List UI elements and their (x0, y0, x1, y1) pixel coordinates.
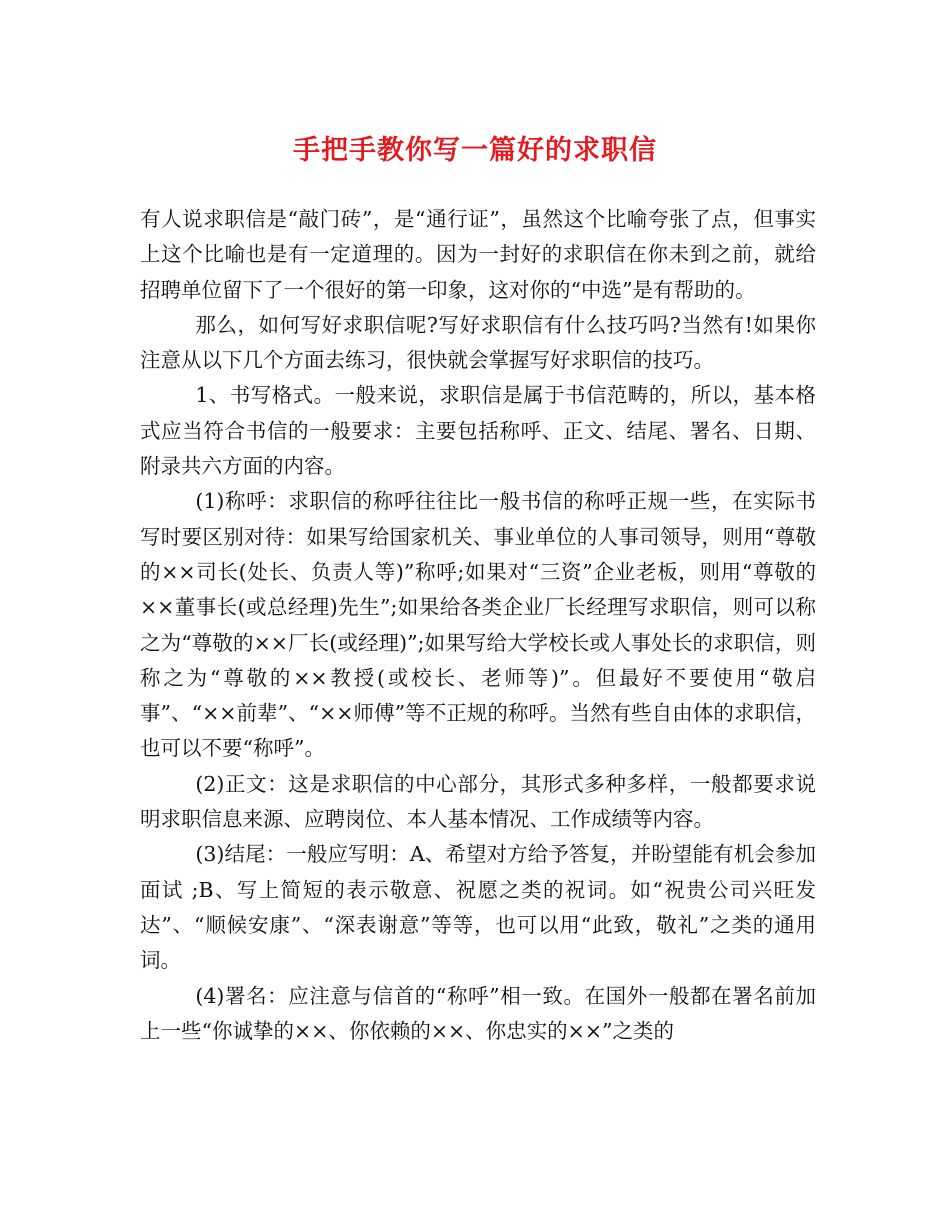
document-title: 手把手教你写一篇好的求职信 (293, 135, 657, 166)
paragraph-main-text: (2)正文：这是求职信的中心部分，其形式多种多样，一般都要求说明求职信息来源、应聘岗位、本人基本情况、工作成绩等内容。 (140, 771, 816, 832)
paragraph-signature: (4)署名：应注意与信首的“称呼”相一致。在国外一般都在署名前加上一些“你诚挚的××、你依赖的××、你忠实的××”之类的 (140, 983, 816, 1043)
document-body (140, 202, 816, 1049)
paragraph-intro: 有人说求职信是“敲门砖”，是“通行证”，虽然这个比喻夸张了点，但事实上这个比喻也是有一定道理的。因为一封好的求职信在你未到之前，就给招聘单位留下了一个很好的第一印象，这对你的“中选”是有帮助的。 (140, 207, 816, 302)
paragraph-closing: (3)结尾：一般应写明：A、希望对方给予答复，并盼望能有机会参加 面试 ;B、写上简短的表示敬意、祝愿之类的祝词。如“祝贵公司兴旺发达”、“顺候安康”、“深表谢意”等等，也可以用“此致，敬礼”之类的通用词。 (140, 842, 816, 973)
paragraph-how-to: 那么，如何写好求职信呢?写好求职信有什么技巧吗?当然有!如果你注意从以下几个方面去练习，很快就会掌握写好求职信的技巧。 (140, 312, 816, 373)
paragraph-format: 1、书写格式。一般来说，求职信是属于书信范畴的，所以，基本格式应当符合书信的一般要求：主要包括称呼、正文、结尾、署名、日期、附录共六方面的内容。 (140, 383, 816, 479)
paragraph-salutation: (1)称呼：求职信的称呼往往比一般书信的称呼正规一些，在实际书写时要区别对待：如果写给国家机关、事业单位的人事司领导，则用“尊敬的××司长(处长、负责人等)”称呼;如果对“三资”企业老板，则用“尊敬的××董事长(或总经理)先生”;如果给各类企业厂长经理写求职信，则可以称之为“尊敬的××厂长(或经理)”;如果写给大学校长或人事处长的求职信，则称之为“尊敬的××教授(或校长、老师等)”。但最好不要使用“敬启事”、“××前辈”、“××师傅”等不正规的称呼。当然有些自由体的求职信，也可以不要“称呼”。 (140, 489, 816, 761)
